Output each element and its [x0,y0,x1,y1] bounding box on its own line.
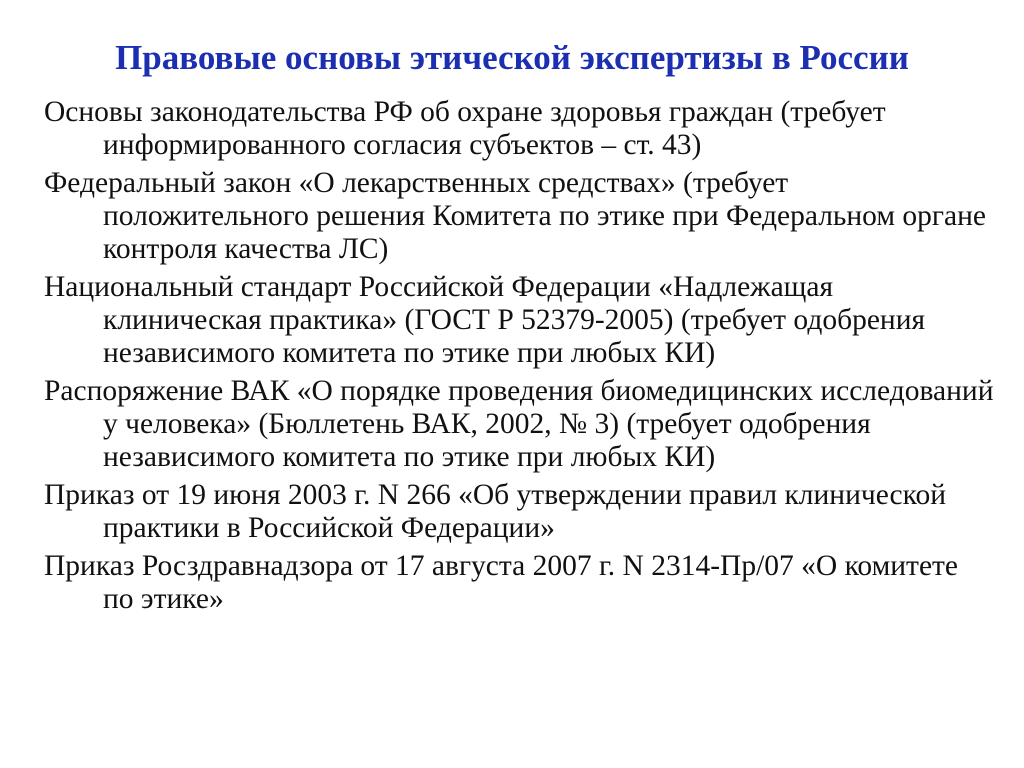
slide-title: Правовые основы этической экспертизы в России [115,38,909,77]
list-item: Федеральный закон «О лекарственных средствах» (требует положительного решения Комитета по этике при Федеральном органе контроля качества ЛС) [44,167,986,265]
list-item: Распоряжение ВАК «О порядке проведения биомедицинских исследований у человека» (Бюллетень ВАК, 2002, № 3) (требует одобрения независимого комитета по этике при любых КИ) [44,375,994,473]
list-item: Основы законодательства РФ об охране здоровья граждан (требует информированного согласия субъектов – ст. 43) [44,96,886,161]
list-item: Национальный стандарт Российской Федерации «Надлежащая клиническая практика» (ГОСТ Р 52379-2005) (требует одобрения независимого комитета по этике при любых КИ) [44,271,926,369]
legal-basis-list [44,96,994,621]
list-item: Приказ от 19 июня 2003 г. N 266 «Об утверждении правил клинической практики в Российской Федерации» [44,479,946,544]
list-item: Приказ Росздравнадзора от 17 августа 2007 г. N 2314-Пр/07 «О комитете по этике» [44,550,959,615]
